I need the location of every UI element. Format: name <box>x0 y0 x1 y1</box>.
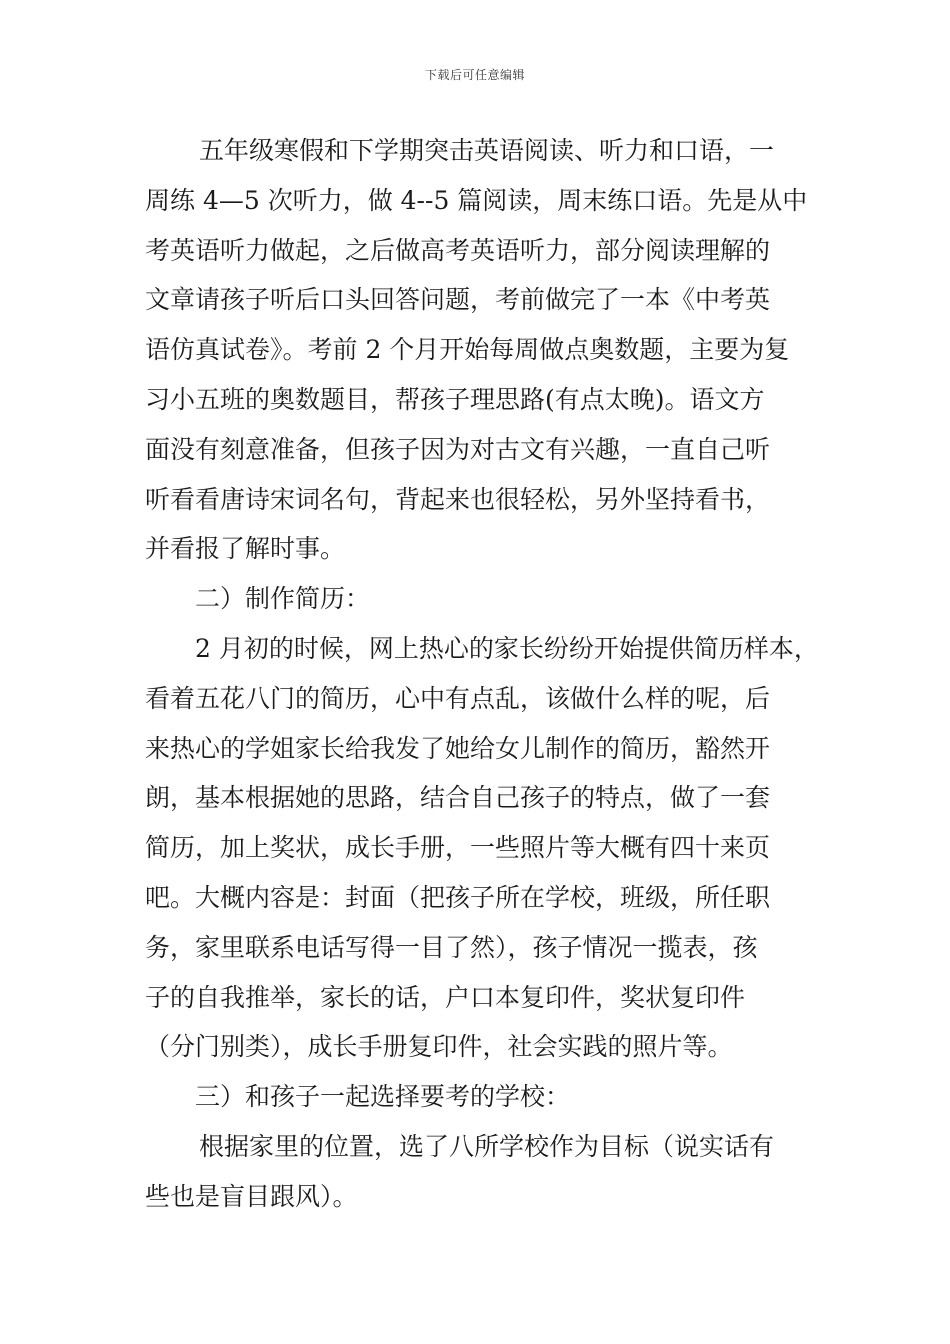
text-line: 面没有刻意准备，但孩子因为对古文有兴趣，一直自己听 <box>145 434 771 464</box>
text-line: 考英语听力做起，之后做高考英语听力，部分阅读理解的 <box>145 235 771 265</box>
text-line: 看着五花八门的简历，心中有点乱，该做什么样的呢，后 <box>145 683 771 713</box>
text-line: 语仿真试卷》。考前 2 个月开始每周做点奥数题，主要为复 <box>145 335 790 365</box>
text-line: 文章请孩子听后口头回答问题，考前做完了一本《中考英 <box>145 285 771 315</box>
text-line: 吧。大概内容是：封面（把孩子所在学校，班级，所任职 <box>145 882 771 912</box>
text-line: 务，家里联系电话写得一目了然），孩子情况一揽表，孩 <box>145 932 758 962</box>
text-line: 习小五班的奥数题目，帮孩子理思路(有点太晚)。语文方 <box>145 384 765 414</box>
text-line: 并看报了解时事。 <box>145 534 346 564</box>
text-line: 根据家里的位置，选了八所学校作为目标（说实话有 <box>199 1131 775 1161</box>
page-header: 下载后可任意编辑 <box>424 68 525 82</box>
text-line: 听看看唐诗宋词名句，背起来也很轻松，另外坚持看书， <box>145 484 771 514</box>
text-line: 周练 4—5 次听力，做 4--5 篇阅读，周末练口语。先是从中 <box>145 185 808 215</box>
text-line: 简历，加上奖状，成长手册，一些照片等大概有四十来页 <box>145 833 771 863</box>
text-line: 来热心的学姐家长给我发了她给女儿制作的简历，豁然开 <box>145 733 771 763</box>
text-line: 2 月初的时候，网上热心的家长纷纷开始提供简历样本， <box>195 633 819 663</box>
section-heading: 三）和孩子一起选择要考的学校： <box>195 1082 571 1112</box>
document-body <box>145 131 817 1227</box>
text-line: 些也是盲目跟风）。 <box>145 1181 358 1211</box>
section-heading: 二）制作简历： <box>195 584 371 614</box>
text-line: 子的自我推举，家长的话，户口本复印件，奖状复印件 <box>145 982 746 1012</box>
text-line: （分门别类），成长手册复印件，社会实践的照片等。 <box>145 1032 733 1062</box>
text-line: 五年级寒假和下学期突击英语阅读、听力和口语，一 <box>199 136 775 165</box>
text-line: 朗，基本根据她的思路，结合自己孩子的特点，做了一套 <box>145 783 771 813</box>
